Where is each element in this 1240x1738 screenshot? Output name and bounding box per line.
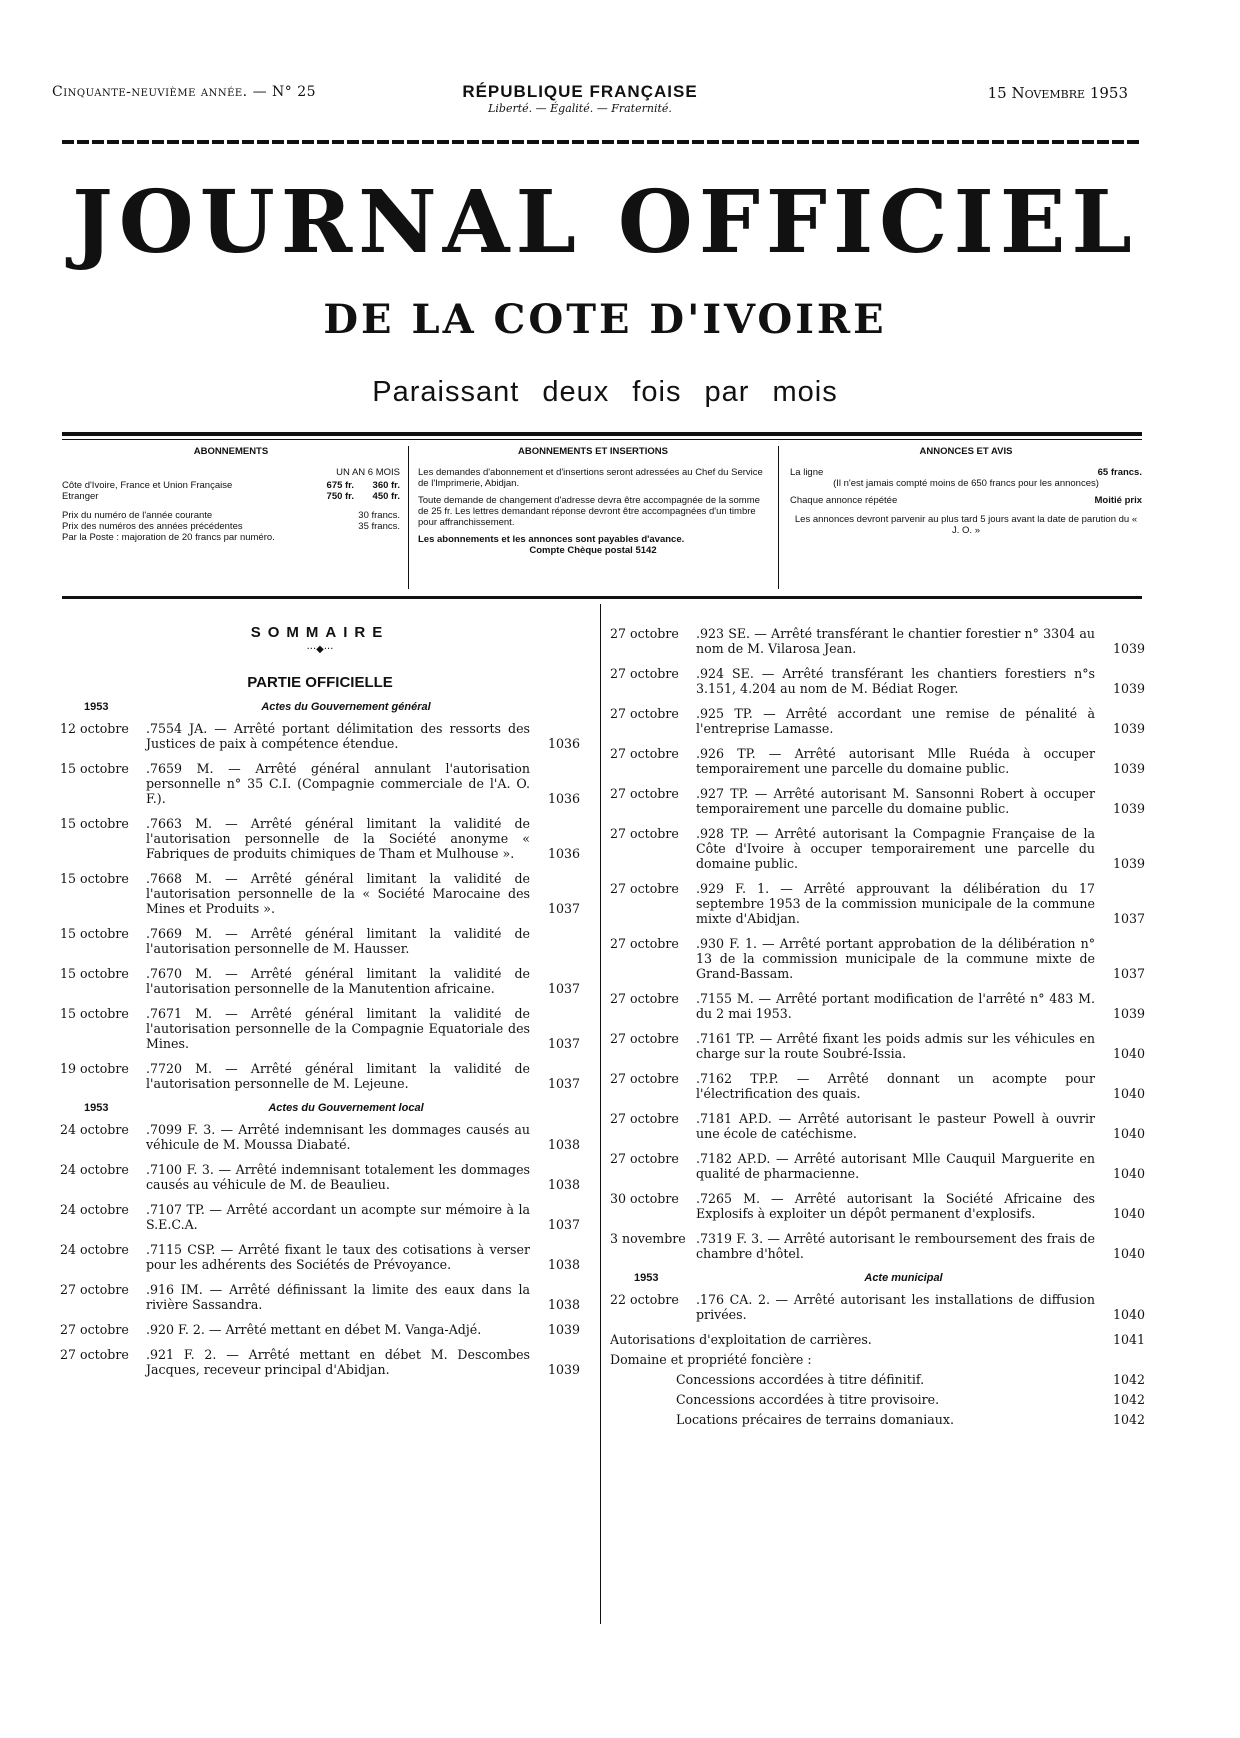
toc-entry [60, 966, 580, 996]
entry-text: .928 TP. — Arrêté autorisant la Compagnie Française de la Côte d'Ivoire à occuper temporairement une parcelle du domaine public. [696, 826, 1095, 871]
toc-entry [60, 1202, 580, 1232]
line-rate-price: 65 francs. [1097, 467, 1142, 478]
entry-text: .920 F. 2. — Arrêté mettant en débet M. Vanga-Adjé. [146, 1322, 482, 1337]
subscriptions-col-headers: UN AN 6 MOIS [336, 467, 400, 478]
toc-entry [610, 786, 1145, 816]
section-divider [62, 596, 1142, 599]
insertions-address: Les demandes d'abonnement et d'insertions seront adressées au Chef du Service de l'Imprimerie, Abidjan. [418, 467, 763, 489]
entry-date: 30 octobre [610, 1191, 679, 1206]
line-rate [790, 467, 1142, 478]
entry-page: 1037 [1112, 966, 1145, 981]
entry-date: 27 octobre [610, 936, 679, 951]
entry-page: 1039 [1112, 641, 1145, 656]
insertions-payment: Les abonnements et les annonces sont payables d'avance. [418, 534, 685, 545]
toc-entry [610, 1191, 1145, 1221]
insertions-change-address: Toute demande de changement d'adresse devra être accompagnée de la somme de 25 fr. Les lettres demandant réponse devront être accompagnées d'un timbre pour affranchissement. [418, 495, 760, 528]
deadline-note: Les annonces devront parvenir au plus tard 5 jours avant la date de parution du « J. O. » [794, 514, 1138, 536]
extra-text: Autorisations d'exploitation de carrières. [610, 1332, 872, 1347]
entry-date: 24 octobre [60, 1202, 129, 1217]
entry-text: .926 TP. — Arrêté autorisant Mlle Ruéda à occuper temporairement une parcelle du domaine public. [696, 746, 1095, 776]
entry-date: 27 octobre [610, 881, 679, 896]
entry-date: 22 octobre [610, 1292, 679, 1307]
toc-entry [60, 926, 580, 956]
entry-page: 1038 [547, 1137, 580, 1152]
extra-text: Concessions accordées à titre définitif. [676, 1372, 925, 1387]
entry-date: 27 octobre [610, 746, 679, 761]
entry-text: .930 F. 1. — Arrêté portant approbation de la délibération n° 13 de la commission municipale de la commune mixte de Grand-Bassam. [696, 936, 1095, 981]
issue-prices [62, 510, 400, 543]
entry-page: 1039 [1112, 1006, 1145, 1021]
entry-page: 1037 [1112, 911, 1145, 926]
entry-date: 3 novembre [610, 1231, 686, 1246]
toc-entry [60, 1162, 580, 1192]
entry-page: 1039 [547, 1322, 580, 1337]
extra-entry [610, 1332, 1145, 1347]
entry-date: 24 octobre [60, 1242, 129, 1257]
publication-frequency: Paraissant deux fois par mois [372, 376, 838, 408]
entry-text: .176 CA. 2. — Arrêté autorisant les installations de diffusion privées. [696, 1292, 1095, 1322]
toc-entry [610, 1231, 1145, 1261]
sommaire-right-column [610, 626, 1145, 1432]
entry-page: 1039 [1112, 856, 1145, 871]
entry-text: .7659 M. — Arrêté général annulant l'autorisation personnelle n° 35 C.I. (Compagnie commerciale de l'A. O. F.). [146, 761, 530, 806]
rate-label: Etranger [62, 491, 99, 502]
entry-page: 1040 [1112, 1126, 1145, 1141]
annonces-box [790, 446, 1142, 536]
entry-text: .916 IM. — Arrêté définissant la limite des eaux dans la rivière Sassandra. [146, 1282, 530, 1312]
price-label: Par la Poste : majoration de 20 francs par numéro. [62, 532, 275, 543]
entry-text: .7100 F. 3. — Arrêté indemnisant totalement les dommages causés au véhicule de M. de Beaulieu. [146, 1162, 530, 1192]
subscriptions-title: ABONNEMENTS [193, 446, 269, 457]
box-separator [778, 446, 779, 589]
entry-text: .7115 CSP. — Arrêté fixant le taux des cotisations à verser pour les adhérents des Sociétés de Prévoyance. [146, 1242, 530, 1272]
republic-motto: Liberté. — Égalité. — Fraternité. [488, 102, 672, 115]
entry-date: 27 octobre [60, 1322, 129, 1337]
entry-date: 24 octobre [60, 1162, 129, 1177]
entry-page: 1038 [547, 1177, 580, 1192]
entry-page: 1036 [547, 791, 580, 806]
entry-page: 1040 [1112, 1206, 1145, 1221]
insertions-box [418, 446, 768, 556]
rate-label: Côte d'Ivoire, France et Union Française [62, 480, 233, 491]
toc-entry [610, 1111, 1145, 1141]
price-label: Prix du numéro de l'année courante [62, 510, 213, 521]
toc-entry [60, 721, 580, 751]
toc-entry [610, 881, 1145, 926]
toc-entry [610, 706, 1145, 736]
entry-date: 27 octobre [610, 666, 679, 681]
toc-entry [60, 1282, 580, 1312]
rate-half: 450 fr. [372, 491, 400, 502]
left-sections [60, 700, 580, 1377]
entry-date: 15 octobre [60, 761, 129, 776]
entry-text: .7181 AP.D. — Arrêté autorisant le pasteur Powell à ouvrir une école de catéchisme. [696, 1111, 1095, 1141]
toc-entry [60, 1347, 580, 1377]
entry-page: 1040 [1112, 1307, 1145, 1322]
extra-page: 1041 [1112, 1332, 1145, 1347]
entry-date: 27 octobre [60, 1282, 129, 1297]
republic-name: RÉPUBLIQUE FRANÇAISE [462, 82, 698, 101]
entry-page: 1037 [547, 1036, 580, 1051]
entry-page: 1039 [1112, 721, 1145, 736]
section-header [60, 1101, 580, 1116]
entry-date: 27 octobre [610, 1151, 679, 1166]
column-separator [600, 604, 601, 1624]
entry-page: 1040 [1112, 1046, 1145, 1061]
repeat-rate-label: Chaque annonce répétée [790, 495, 898, 506]
toc-entry [610, 826, 1145, 871]
box-separator [408, 446, 409, 589]
entry-text: .7162 TP.P. — Arrêté donnant un acompte pour l'électrification des quais. [696, 1071, 1095, 1101]
partie-title: PARTIE OFFICIELLE [247, 674, 393, 691]
entry-page: 1039 [1112, 761, 1145, 776]
price-row [62, 532, 400, 543]
extra-entries [610, 1332, 1145, 1427]
right-entries [610, 626, 1145, 1261]
entry-date: 15 octobre [60, 871, 129, 886]
entry-date: 24 octobre [60, 1122, 129, 1137]
sommaire-left-column [60, 625, 580, 1387]
extra-entry [610, 1372, 1145, 1387]
entry-text: .7554 JA. — Arrêté portant délimitation des ressorts des Justices de paix à compétence étendue. [146, 721, 530, 751]
subscriptions-box [62, 446, 400, 543]
toc-entry [610, 626, 1145, 656]
entry-page: 1039 [1112, 801, 1145, 816]
extra-entry [610, 1392, 1145, 1407]
extra-page: 1042 [1112, 1412, 1145, 1427]
entry-date: 15 octobre [60, 966, 129, 981]
entry-page: 1040 [1112, 1086, 1145, 1101]
entry-date: 27 octobre [610, 786, 679, 801]
entry-text: .924 SE. — Arrêté transférant les chantiers forestiers n°s 3.151, 4.204 au nom de M. Bédiat Roger. [696, 666, 1095, 696]
toc-entry [610, 1071, 1145, 1101]
repeat-rate-price: Moitié prix [1094, 495, 1142, 506]
entry-page: 1037 [547, 1217, 580, 1232]
entry-text: .7099 F. 3. — Arrêté indemnisant les dommages causés au véhicule de M. Moussa Diabaté. [146, 1122, 530, 1152]
rate-year: 750 fr. [326, 491, 354, 502]
entry-text: .7107 TP. — Arrêté accordant un acompte sur mémoire à la S.E.C.A. [146, 1202, 530, 1232]
republic-header [440, 82, 720, 115]
extra-page: 1042 [1112, 1372, 1145, 1387]
toc-entry [60, 816, 580, 861]
entry-date: 12 octobre [60, 721, 129, 736]
extra-entry [610, 1352, 1145, 1367]
insertions-title: ABONNEMENTS ET INSERTIONS [518, 446, 668, 457]
annonces-title: ANNONCES ET AVIS [919, 446, 1013, 457]
entry-text: .7668 M. — Arrêté général limitant la validité de l'autorisation personnelle de la « Société Marocaine des Mines et Produits ». [146, 871, 530, 916]
price-value: 30 francs. [358, 510, 400, 521]
thin-divider [62, 439, 1142, 440]
extra-page: 1042 [1112, 1392, 1145, 1407]
toc-entry [610, 936, 1145, 981]
toc-entry [60, 1061, 580, 1091]
entry-date: 27 octobre [610, 1111, 679, 1126]
entry-text: .7720 M. — Arrêté général limitant la validité de l'autorisation personnelle de M. Lejeune. [146, 1061, 530, 1091]
toc-entry [610, 1151, 1145, 1181]
extra-text: Concessions accordées à titre provisoire. [676, 1392, 940, 1407]
entry-page: 1037 [547, 981, 580, 996]
entry-text: .927 TP. — Arrêté autorisant M. Sansonni Robert à occuper temporairement une parcelle du domaine public. [696, 786, 1095, 816]
section-header [60, 700, 580, 715]
toc-entry [610, 1031, 1145, 1061]
entry-date: 15 octobre [60, 816, 129, 831]
ornament-icon: ···◆··· [306, 644, 334, 655]
toc-entry [60, 1322, 580, 1337]
entry-page: 1036 [547, 736, 580, 751]
entry-page: 1040 [1112, 1166, 1145, 1181]
toc-entry [60, 761, 580, 806]
toc-entry [60, 1122, 580, 1152]
rate-row [62, 491, 400, 502]
toc-entry [610, 991, 1145, 1021]
entry-text: .7669 M. — Arrêté général limitant la validité de l'autorisation personnelle de M. Hausser. [146, 926, 530, 956]
price-label: Prix des numéros des années précédentes [62, 521, 243, 532]
entry-page: 1038 [547, 1297, 580, 1312]
entry-page: 1037 [547, 901, 580, 916]
line-rate-label: La ligne [790, 467, 824, 478]
entry-date: 27 octobre [610, 826, 679, 841]
entry-text: .7182 AP.D. — Arrêté autorisant Mlle Cauquil Marguerite en qualité de pharmacienne. [696, 1151, 1095, 1181]
entry-date: 19 octobre [60, 1061, 129, 1076]
toc-entry [610, 1292, 1145, 1322]
rate-row [62, 480, 400, 491]
entry-date: 27 octobre [610, 1071, 679, 1086]
postal-account: Compte Chèque postal 5142 [529, 545, 657, 556]
minimum-note: (Il n'est jamais compté moins de 650 francs pour les annonces) [833, 478, 1099, 489]
issue-date: 15 Novembre 1953 [987, 84, 1128, 102]
entry-page: 1036 [547, 846, 580, 861]
toc-entry [610, 746, 1145, 776]
extra-text: Domaine et propriété foncière : [610, 1352, 812, 1367]
issue-number: Cinquante-neuvième année. — N° 25 [52, 84, 317, 100]
entry-date: 15 octobre [60, 926, 129, 941]
extra-entry [610, 1412, 1145, 1427]
top-divider [62, 140, 1142, 144]
entry-text: .929 F. 1. — Arrêté approuvant la délibération du 17 septembre 1953 de la commission municipale de la commune mixte d'Abidjan. [696, 881, 1095, 926]
repeat-rate [790, 495, 1142, 506]
entry-text: .7265 M. — Arrêté autorisant la Société Africaine des Explosifs à exploiter un dépôt permanent d'explosifs. [696, 1191, 1095, 1221]
entry-date: 27 octobre [60, 1347, 129, 1362]
entry-text: .7670 M. — Arrêté général limitant la validité de l'autorisation personnelle de la Manutention africaine. [146, 966, 530, 996]
entry-page: 1040 [1112, 1246, 1145, 1261]
entry-date: 27 octobre [610, 706, 679, 721]
section-title: Actes du Gouvernement général [261, 701, 431, 713]
entry-text: .7319 F. 3. — Arrêté autorisant le remboursement des frais de chambre d'hôtel. [696, 1231, 1095, 1261]
entry-page: 1039 [547, 1362, 580, 1377]
entry-date: 27 octobre [610, 1031, 679, 1046]
rate-year: 675 fr. [326, 480, 354, 491]
section-year: 1953 [84, 701, 109, 713]
toc-entry [610, 666, 1145, 696]
subscription-rates [62, 480, 400, 502]
entry-date: 27 octobre [610, 991, 679, 1006]
entry-date: 27 octobre [610, 626, 679, 641]
entry-page: 1039 [1112, 681, 1145, 696]
entry-page: 1037 [547, 1076, 580, 1091]
entry-text: .921 F. 2. — Arrêté mettant en débet M. Descombes Jacques, receveur principal d'Abidjan. [146, 1347, 530, 1377]
entry-text: .925 TP. — Arrêté accordant une remise de pénalité à l'entreprise Lamasse. [696, 706, 1095, 736]
section-year: 1953 [84, 1102, 109, 1114]
entry-text: .7663 M. — Arrêté général limitant la validité de l'autorisation personnelle de la Société anonyme « Fabriques de produits chimiques de Tham et Mulhouse ». [146, 816, 530, 861]
section-title: Actes du Gouvernement local [268, 1102, 424, 1114]
journal-title: JOURNAL OFFICIEL [72, 172, 1138, 273]
entry-text: .7671 M. — Arrêté général limitant la validité de l'autorisation personnelle de la Compagnie Equatoriale des Mines. [146, 1006, 530, 1051]
toc-entry [60, 1242, 580, 1272]
rate-half: 360 fr. [372, 480, 400, 491]
thick-divider [62, 432, 1142, 436]
entry-text: .7155 M. — Arrêté portant modification de l'arrêté n° 483 M. du 2 mai 1953. [696, 991, 1095, 1021]
entry-page: 1038 [547, 1257, 580, 1272]
price-row [62, 521, 400, 532]
section-title: Acte municipal [864, 1272, 943, 1284]
toc-entry [60, 1006, 580, 1051]
entry-date: 15 octobre [60, 1006, 129, 1021]
extra-page [1095, 1352, 1145, 1367]
price-value: 35 francs. [358, 521, 400, 532]
sommaire-title: SOMMAIRE [250, 624, 390, 641]
price-row [62, 510, 400, 521]
entry-text: .7161 TP. — Arrêté fixant les poids admis sur les véhicules en charge sur la route Soubré-Issia. [696, 1031, 1095, 1061]
section-header [610, 1271, 1145, 1286]
entry-text: .923 SE. — Arrêté transférant le chantier forestier n° 3304 au nom de M. Vilarosa Jean. [696, 626, 1095, 656]
extra-text: Locations précaires de terrains domaniaux. [676, 1412, 954, 1427]
journal-subtitle: DE LA COTE D'IVOIRE [323, 296, 887, 343]
toc-entry [60, 871, 580, 916]
section-year: 1953 [634, 1272, 659, 1284]
